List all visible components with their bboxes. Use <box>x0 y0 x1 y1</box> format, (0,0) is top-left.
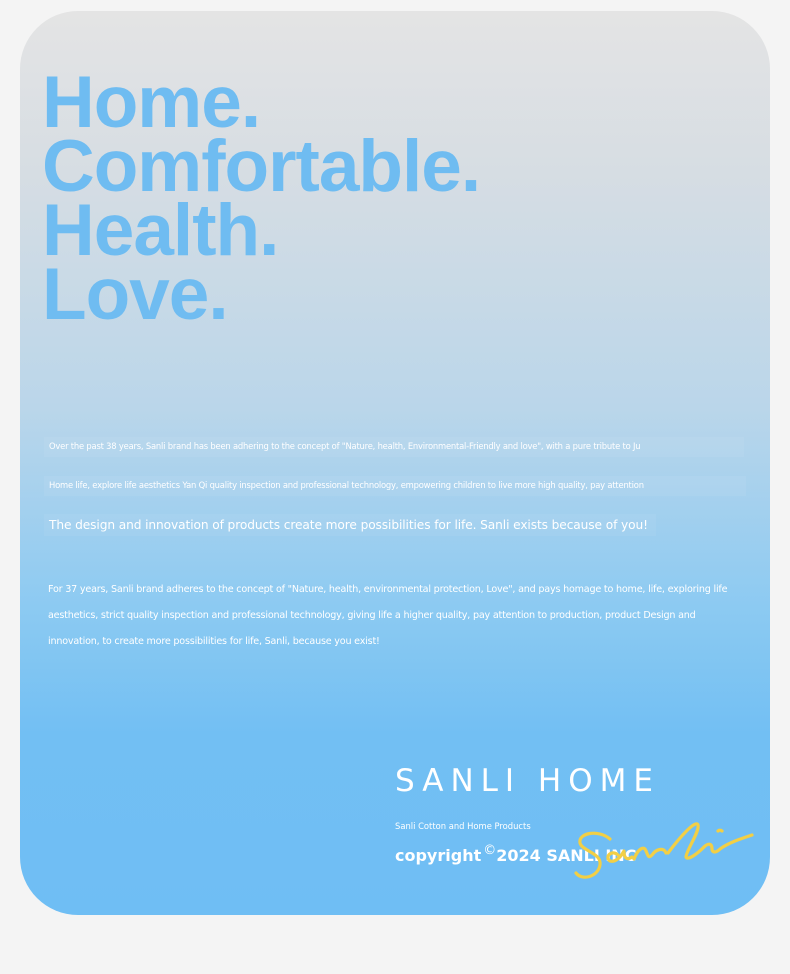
intro-line-2: Home life, explore life aesthetics Yan Qi quality inspection and professional technology, empowering children to live more high quality, pay attention <box>49 480 644 490</box>
intro-line-1: Over the past 38 years, Sanli brand has been adhering to the concept of "Nature, health, Environmental-Friendly and love", with a pure tribute to Ju <box>49 441 641 451</box>
brand-description: For 37 years, Sanli brand adheres to the concept of "Nature, health, environmental protection, Love", and pays homage to home, life, exploring life aesthetics, strict quality inspection and professional technology, giving life a higher quality, pay attention to production, product Design and innovation, to create more possibilities for life, Sanli, because you exist! <box>48 584 728 647</box>
headline-health: Health. <box>42 190 279 271</box>
copyright-text: 2024 SANLI INC <box>496 846 637 865</box>
sanli-signature-logo <box>568 803 758 883</box>
copyright-prefix: copyright <box>395 846 482 865</box>
poster-card <box>20 11 770 915</box>
intro-line-3: The design and innovation of products create more possibilities for life. Sanli exists because of you! <box>49 518 648 532</box>
brand-subtitle: Sanli Cotton and Home Products <box>395 821 531 831</box>
headline-comfortable: Comfortable. <box>42 126 481 207</box>
headline-home: Home. <box>42 62 261 143</box>
headline <box>42 62 481 335</box>
copyright-symbol: © <box>483 843 497 858</box>
headline-love: Love. <box>42 254 228 335</box>
brand-name: SANLI HOME <box>395 763 660 799</box>
